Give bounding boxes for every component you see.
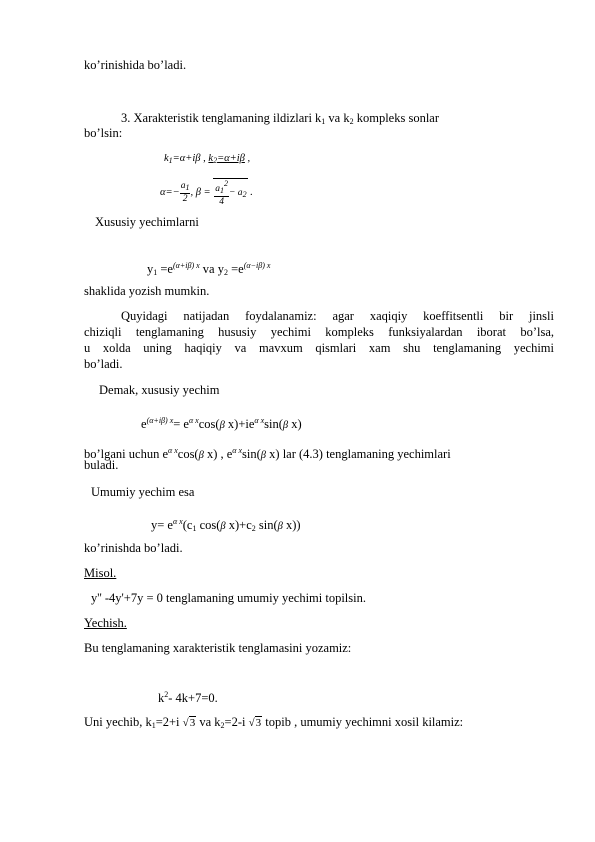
math: , β = [190, 187, 211, 199]
subscript: 1 [151, 721, 156, 730]
text: va k [325, 111, 350, 125]
subscript: 2 [223, 268, 228, 277]
problem-statement: y'' -4y'+7y = 0 tenglamaning umumiy yechimi topilsin. [91, 591, 366, 605]
subscript: 2 [251, 524, 256, 533]
fraction [180, 181, 191, 204]
math: y= e [151, 518, 173, 532]
math: β [277, 521, 283, 532]
section-heading: Yechish. [84, 616, 127, 630]
math: β [219, 420, 225, 431]
text: x) lar (4.3) tenglamaning yechimlari [266, 447, 451, 461]
math: cos( [198, 417, 220, 431]
superscript: α x [172, 517, 183, 526]
sqrt-radicand: 3 [189, 717, 196, 729]
math: (c [182, 518, 193, 532]
superscript: α x [188, 416, 199, 425]
superscript: (α−iβ) x [243, 261, 271, 270]
math: sin( [255, 518, 278, 532]
superscript: (α+iβ) x [146, 416, 174, 425]
superscript: 2 [224, 179, 229, 188]
sqrt-sign: √ [248, 717, 255, 729]
subscript: 1 [321, 117, 326, 126]
subscript: 2 [242, 190, 247, 200]
math: - 4k+7=0. [168, 691, 218, 705]
fraction [214, 179, 229, 207]
math: − a [229, 188, 243, 199]
math: sin( [264, 417, 283, 431]
text: Uni yechib, k [84, 715, 152, 729]
math: y [147, 262, 154, 276]
math: , [244, 153, 251, 164]
math-overbar [208, 153, 245, 164]
general-solution [151, 514, 301, 536]
text-line: ko’rinishda bo’ladi. [84, 541, 183, 555]
text: 3. Xarakteristik tenglamaning ildizlari k [121, 111, 322, 125]
text: cos( [177, 447, 199, 461]
math: k [158, 691, 165, 705]
sqrt-radicand: 3 [255, 717, 262, 729]
sqrt-sign: √ [182, 717, 189, 729]
text: kompleks sonlar [353, 111, 440, 125]
math: =α+iβ [217, 153, 245, 164]
subscript: 2 [220, 721, 225, 730]
math: =e [227, 262, 244, 276]
superscript: α x [232, 446, 243, 455]
text-line: Umumiy yechim esa [91, 485, 195, 499]
special-solutions [147, 258, 270, 280]
subscript: 1 [168, 156, 173, 165]
math: x)) [282, 518, 301, 532]
roots-formula [164, 151, 250, 168]
text-line: bo’lsin: [84, 126, 123, 140]
text: sin( [242, 447, 261, 461]
text: =2-i [224, 715, 249, 729]
text: va k [196, 715, 221, 729]
superscript: α x [168, 446, 178, 455]
paragraph-line: u xolda uning haqiqiy va mavxum qismlari xam shu tenglamaning yechimi [84, 341, 554, 355]
math: . [247, 187, 253, 199]
math: 2 [182, 194, 188, 205]
alpha-beta-formula [160, 178, 253, 207]
math: a [215, 184, 221, 194]
subscript: 1 [192, 524, 197, 533]
subscript: 1 [220, 186, 225, 195]
text: va y [199, 262, 224, 276]
superscript: (α+iβ) x [172, 261, 200, 270]
text: topib , umumiy yechimni xosil kilamiz: [262, 715, 464, 729]
characteristic-equation [158, 687, 218, 706]
math: β [260, 450, 267, 461]
text-line: buladi. [84, 458, 119, 472]
item-3-line [121, 111, 439, 129]
paragraph-line: bo’ladi. [84, 357, 123, 371]
math: cos( [196, 518, 221, 532]
math: x)+ie [224, 417, 255, 431]
text-line [84, 715, 463, 733]
math: x)+c [225, 518, 252, 532]
math: β [198, 450, 204, 461]
section-heading: Misol. [84, 566, 117, 580]
math: a [180, 181, 186, 192]
sqrt [213, 178, 247, 207]
text-line [84, 443, 554, 463]
text-line: Demak, xususiy yechim [99, 383, 220, 397]
subscript: 2 [349, 117, 354, 126]
euler-formula [141, 413, 302, 433]
math: k [164, 153, 169, 164]
text-line: ko’rinishida bo’ladi. [84, 58, 187, 72]
math: β [220, 521, 226, 532]
paragraph-line: chiziqli tenglamaning hususiy yechimi kompleks funksiyalardan iborat bo’lsa, [84, 325, 554, 339]
math: α=− [160, 187, 180, 199]
math: β [282, 420, 289, 431]
subscript: 2 [213, 156, 218, 165]
math: =e [157, 262, 173, 276]
text-line: Xususiy yechimlarni [95, 215, 199, 229]
paragraph-line: Quyidagi natijadan foydalanamiz: agar xaqiqiy koeffitsentli bir jinsli [121, 309, 554, 323]
math: =α+iβ [172, 153, 201, 164]
math: k [208, 153, 214, 164]
text-line: shaklida yozish mumkin. [84, 284, 210, 298]
math: x) [288, 417, 302, 431]
text: bo’lgani uchun e [84, 447, 169, 461]
math: e [141, 417, 147, 431]
math: 4 [219, 197, 225, 207]
text: =2+i [155, 715, 183, 729]
subscript: 1 [153, 268, 158, 277]
text: x) , e [203, 447, 233, 461]
superscript: α x [254, 416, 265, 425]
math: = e [173, 417, 189, 431]
subscript: 1 [185, 183, 190, 193]
text-line: Bu tenglamaning xarakteristik tenglamasini yozamiz: [84, 641, 352, 655]
superscript: 2 [164, 690, 169, 699]
math: , [200, 153, 206, 164]
